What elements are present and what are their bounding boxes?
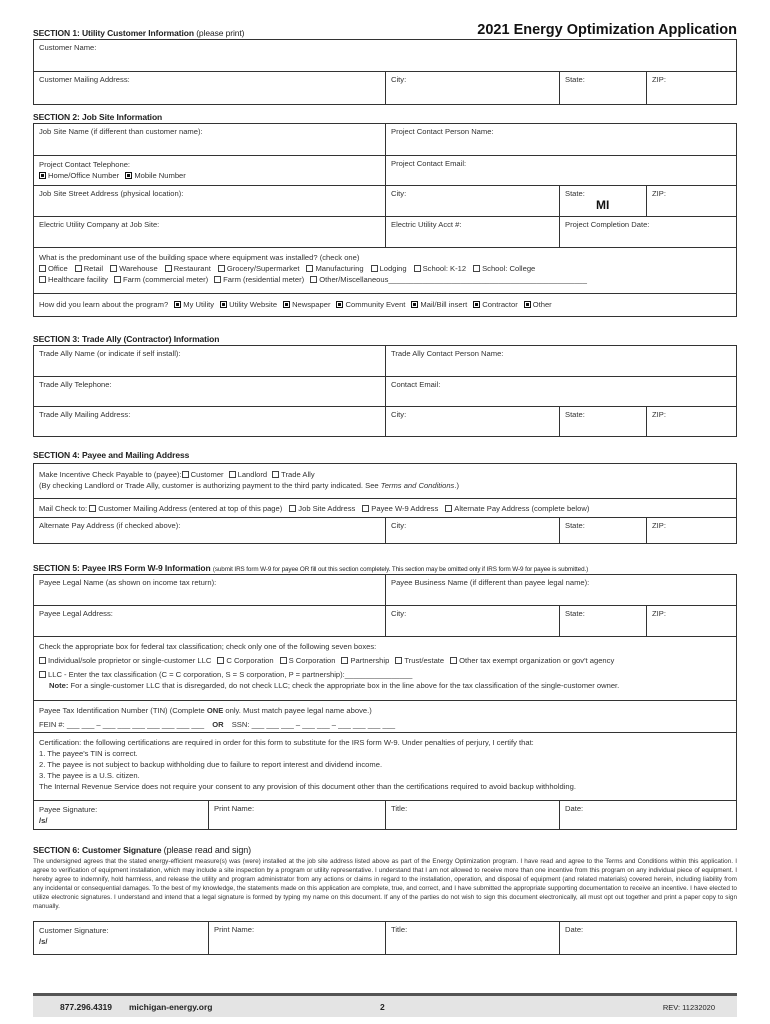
payable-to-checkbox[interactable] [229,471,236,478]
payable-to-label: Make Incentive Check Payable to (payee): [39,470,182,479]
certification-line: 2. The payee is not subject to backup withholding due to failure to report interest and dividend income. [39,760,383,769]
payable-note: (By checking Landlord or Trade Ally, customer is authorizing payment to the third party indicated. See Terms and Conditions.) [39,481,459,490]
section-6-heading: SECTION 6: Customer Signature (please read and sign) [33,845,252,855]
learn-about-option-label: My Utility [183,300,215,309]
trade-ally-address-field[interactable]: Trade Ally Mailing Address: [34,407,386,436]
footer-revision: REV: 11232020 [662,1003,715,1012]
building-use-option-other-miscellaneous[interactable] [310,275,587,284]
building-use-options-row2 [39,274,731,285]
building-use-option-label: School: K-12 [422,264,467,273]
mail-check-to-field [34,499,736,517]
tax-classification-option-c-corporation[interactable] [217,656,273,665]
payee-title-field[interactable]: Title: [386,801,560,829]
section-6 [33,845,737,955]
building-use-option-healthcare-facility[interactable] [39,275,108,284]
customer-zip-field[interactable]: ZIP: [652,75,666,84]
learn-about-option-newspaper[interactable] [283,300,330,309]
learn-about-checkbox[interactable] [283,301,290,308]
project-contact-name-field[interactable]: Project Contact Person Name: [391,127,494,136]
job-site-city-field[interactable]: City: [386,186,560,216]
learn-about-option-label: Contractor [482,300,518,309]
mail-check-checkbox[interactable] [362,505,369,512]
payee-state-field[interactable]: State: [560,606,647,636]
completion-date-field[interactable]: Project Completion Date: [565,220,650,229]
building-use-option-label: Farm (residential meter) [223,275,305,284]
customer-mailing-address-field[interactable]: Customer Mailing Address: [34,72,386,104]
building-use-option-label: Manufacturing [315,264,364,273]
tin-field [34,701,736,732]
mail-check-option-label: Payee W-9 Address [371,504,439,513]
building-use-options-row1 [39,263,731,274]
section-1 [33,28,737,105]
mail-check-checkbox[interactable] [89,505,96,512]
mail-check-option-customer-mailing-address-entered-at-top-[interactable] [89,504,282,513]
tax-classification-checkbox[interactable] [341,657,348,664]
learn-about-option-utility-website[interactable] [220,300,277,309]
payee-legal-name-field[interactable]: Payee Legal Name (as shown on income tax return): [34,575,386,605]
mobile-label: Mobile Number [134,171,186,180]
learn-about-option-label: Mail/Bill insert [420,300,468,309]
job-site-name-field[interactable]: Job Site Name (if different than customer name): [34,124,386,155]
alternate-zip-field[interactable]: ZIP: [652,521,666,530]
building-use-option-label: Warehouse [119,264,158,273]
section-2 [33,112,737,317]
learn-about-option-mail-bill-insert[interactable] [411,300,467,309]
mail-check-options [89,504,596,513]
learn-about-option-community-event[interactable] [336,300,405,309]
llc-checkbox[interactable] [39,671,46,678]
payable-to-option-trade-ally[interactable] [272,470,314,479]
mail-check-option-job-site-address[interactable] [289,504,355,513]
tax-classification-option-individual-sole-proprietor-or-single-cus[interactable] [39,656,211,665]
tax-classification-checkbox[interactable] [39,657,46,664]
payee-legal-address-field[interactable]: Payee Legal Address: [34,606,386,636]
learn-about-option-label: Utility Website [229,300,278,309]
building-use-checkbox[interactable] [306,265,313,272]
footer-page-number: 2 [380,1002,385,1012]
customer-agreement-text: The undersigned agrees that the stated energy-efficient measure(s) was (were) installed at the job site address listed above as part of the Energy Optimization program. I have read and agree to the Terms and Conditions within this application. I agree to verification of equipment installation, which may include a site inspection by a program or utility representative. I understand that I am not allowed to receive more than one incentive from this program on any individual piece of equipment. I hereby agree to indemnify, hold harmless, and release the utility and program administrator from any actions or claims in regard to the installation, operation, and disposal of equipment (and related materials) covered herein, including liability from any incidental or consequential damages. To the best of my knowledge, the statements made on this application are complete, true, and correct, and I have submitted the appropriate supporting documentation to receive an incentive. I have elected to utilize electronic signatures. I understand and intend that a legal signature is formed by typing my name on this document. If any of the parties do not wish to sign this document electronically, all must opt out together and print a paper copy to sign manually. [33,858,737,910]
mail-check-checkbox[interactable] [445,505,452,512]
tax-classification-option-label: Trust/estate [404,656,445,665]
trade-ally-zip-field[interactable]: ZIP: [652,410,666,419]
job-site-state-label: State: [565,189,585,198]
section-3-heading: SECTION 3: Trade Ally (Contractor) Information [33,334,220,344]
payable-to-option-landlord[interactable] [229,470,268,479]
tax-classification-checkbox[interactable] [395,657,402,664]
building-use-option-label: School: College [482,264,536,273]
tax-classification-option-label: C Corporation [226,656,274,665]
mail-check-option-label: Alternate Pay Address (complete below) [454,504,590,513]
learn-about-option-label: Newspaper [292,300,331,309]
building-use-option-label: Other/Miscellaneous_______________________________________________ [319,275,587,284]
trade-ally-contact-field[interactable]: Trade Ally Contact Person Name: [391,349,504,358]
trade-ally-city-field[interactable]: City: [386,407,560,436]
job-site-state-field[interactable] [560,186,647,216]
home-office-label: Home/Office Number [48,171,120,180]
llc-label: LLC - Enter the tax classification (C = C corporation, S = S corporation, P = partnership):________________ [48,670,413,679]
section-4-heading: SECTION 4: Payee and Mailing Address [33,450,190,460]
mail-check-option-payee-w-9-address[interactable] [362,504,438,513]
building-use-label: What is the predominant use of the building space where equipment was installed? (check one) [39,253,360,262]
tax-classification-checkbox[interactable] [450,657,457,664]
customer-print-name-field[interactable]: Print Name: [209,922,386,954]
building-use-checkbox[interactable] [214,276,221,283]
tax-classification-option-s-corporation[interactable] [280,656,336,665]
section-5 [33,563,737,830]
utility-company-field[interactable]: Electric Utility Company at Job Site: [34,217,386,247]
project-contact-phone-field[interactable] [34,156,386,185]
customer-city-field[interactable]: City: [386,72,560,104]
section-1-heading: SECTION 1: Utility Customer Information (please print) [33,28,245,38]
building-use-checkbox[interactable] [39,265,46,272]
tax-classification-option-label: S Corporation [288,656,336,665]
certification-line: 1. The payee's TIN is correct. [39,749,138,758]
payee-zip-field[interactable]: ZIP: [652,609,666,618]
building-use-option-label: Restaurant [173,264,211,273]
section-2-heading: SECTION 2: Job Site Information [33,112,163,122]
payable-to-checkbox[interactable] [182,471,189,478]
mail-check-option-label: Customer Mailing Address (entered at top of this page) [98,504,283,513]
payee-business-name-field[interactable]: Payee Business Name (if different than payee legal name): [391,578,590,587]
learn-about-checkbox[interactable] [336,301,343,308]
learn-about-question [34,294,736,316]
building-use-option-label: Retail [83,264,104,273]
payable-to-option-label: Trade Ally [281,470,315,479]
tin-label: Payee Tax Identification Number (TIN) (Complete ONE only. Must match payee legal name above.) [39,706,372,715]
building-use-checkbox[interactable] [114,276,121,283]
page-footer [33,993,737,1017]
document-title: 2021 Energy Optimization Application [477,22,737,38]
payable-to-checkbox[interactable] [272,471,279,478]
payee-print-name-field[interactable]: Print Name: [209,801,386,829]
alternate-city-field[interactable]: City: [386,518,560,543]
building-use-option-school-college[interactable] [473,264,535,273]
building-use-option-grocery-supermarket[interactable] [218,264,300,273]
footer-phone: 877.296.4319 [60,1002,112,1012]
tax-classification-label: Check the appropriate box for federal tax classification; check only one of the following seven boxes: [39,642,377,651]
job-site-zip-field[interactable]: ZIP: [652,189,666,198]
alternate-pay-address-field[interactable]: Alternate Pay Address (if checked above): [34,518,386,543]
building-use-option-label: Office [48,264,68,273]
trade-ally-name-field[interactable]: Trade Ally Name (or indicate if self install): [34,346,386,376]
certification-text [34,733,736,800]
certification-line: 3. The payee is a U.S. citizen. [39,771,140,780]
tax-classification-option-other-tax-exempt-organization-or-gov-t-a[interactable] [450,656,614,665]
tax-note: Note: For a single-customer LLC that is disregarded, do not check LLC; check the appropriate box in the line above for the tax classification of the single-customer owner. [49,681,620,690]
fein-input[interactable]: FEIN #: ___ ___ – ___ ___ ___ ___ ___ ___ ___ [39,720,205,729]
building-use-checkbox[interactable] [165,265,172,272]
section-4 [33,450,737,544]
building-use-checkbox[interactable] [371,265,378,272]
building-use-option-retail[interactable] [75,264,103,273]
building-use-option-farm-residential-meter[interactable] [214,275,304,284]
building-use-checkbox[interactable] [218,265,225,272]
job-site-street-field[interactable]: Job Site Street Address (physical location): [34,186,386,216]
tax-classification-option-label: Partnership [350,656,390,665]
building-use-option-label: Lodging [379,264,407,273]
section-3 [33,334,737,437]
certification-line: Certification: the following certifications are required in order for this form to substitute for the IRS form W-9. Under penalties of perjury, I certify that: [39,738,534,747]
mobile-checkbox[interactable] [125,172,132,179]
tax-classification-option-partnership[interactable] [341,656,389,665]
footer-website: michigan-energy.org [129,1002,213,1012]
mail-check-to-label: Mail Check to: [39,504,88,513]
payee-date-field[interactable]: Date: [565,804,584,813]
learn-about-checkbox[interactable] [411,301,418,308]
section-5-heading: SECTION 5: Payee IRS Form W-9 Information (submit IRS form W-9 for payee OR fill out this section completely. This section may be omitted only if IRS form W-9 for payee is submitted.) [33,563,589,573]
building-use-question [34,248,736,293]
building-use-checkbox[interactable] [75,265,82,272]
customer-state-field[interactable]: State: [560,72,647,104]
utility-account-field[interactable]: Electric Utility Acct #: [386,217,560,247]
learn-about-label: How did you learn about the program? [39,300,169,309]
building-use-checkbox[interactable] [414,265,421,272]
alternate-state-field[interactable]: State: [560,518,647,543]
payable-options [182,470,320,479]
tax-classification-option-label: Other tax exempt organization or gov't agency [459,656,615,665]
mail-check-option-alternate-pay-address-complete-below[interactable] [445,504,589,513]
learn-about-option-my-utility[interactable] [174,300,214,309]
tax-classification-options [39,655,731,666]
customer-name-field[interactable]: Customer Name: [39,43,97,52]
building-use-option-label: Healthcare facility [48,275,108,284]
building-use-option-office[interactable] [39,264,68,273]
building-use-option-warehouse[interactable] [110,264,158,273]
payable-to-field [34,464,736,498]
customer-title-field[interactable]: Title: [386,922,560,954]
learn-about-option-label: Other [532,300,552,309]
job-site-state-value: MI [596,198,610,212]
learn-about-option-other[interactable] [524,300,552,309]
home-office-checkbox[interactable] [39,172,46,179]
tax-classification-option-trust-estate[interactable] [395,656,444,665]
customer-signature-mark: /s/ [39,937,48,946]
ssn-input[interactable]: SSN: ___ ___ ___ – ___ ___ – ___ ___ ___ ___ [231,720,396,729]
building-use-checkbox[interactable] [110,265,117,272]
building-use-checkbox[interactable] [39,276,46,283]
building-use-option-school-k-12[interactable] [414,264,466,273]
payee-signature-mark: /s/ [39,816,48,825]
trade-ally-phone-field[interactable]: Trade Ally Telephone: [34,377,386,406]
learn-about-option-label: Community Event [345,300,406,309]
certification-line: The Internal Revenue Service does not require your consent to any provision of this document other than the certifications required to avoid backup withholding. [39,782,576,791]
building-use-option-label: Grocery/Supermarket [226,264,300,273]
building-use-checkbox[interactable] [473,265,480,272]
learn-about-options [174,300,557,309]
building-use-checkbox[interactable] [310,276,317,283]
learn-about-checkbox[interactable] [174,301,181,308]
or-label: OR [212,720,224,729]
mail-check-option-label: Job Site Address [298,504,356,513]
payable-to-option-label: Customer [190,470,224,479]
building-use-option-restaurant[interactable] [165,264,211,273]
customer-signature-field[interactable] [34,922,209,954]
tax-classification-option-label: Individual/sole proprietor or single-customer LLC [48,656,212,665]
building-use-option-label: Farm (commercial meter) [122,275,209,284]
payee-city-field[interactable]: City: [386,606,560,636]
building-use-option-manufacturing[interactable] [306,264,363,273]
learn-about-checkbox[interactable] [473,301,480,308]
project-contact-email-field[interactable]: Project Contact Email: [391,159,467,168]
learn-about-checkbox[interactable] [220,301,227,308]
learn-about-option-contractor[interactable] [473,300,517,309]
payee-signature-field[interactable] [34,801,209,829]
tax-classification-checkbox[interactable] [280,657,287,664]
building-use-option-farm-commercial-meter[interactable] [114,275,208,284]
payee-signature-label: Payee Signature: [39,805,98,814]
customer-date-field[interactable]: Date: [565,925,584,934]
payable-to-option-customer[interactable] [182,470,224,479]
project-contact-phone-label: Project Contact Telephone: [39,160,131,169]
mail-check-checkbox[interactable] [289,505,296,512]
tax-classification-checkbox[interactable] [217,657,224,664]
trade-ally-state-field[interactable]: State: [560,407,647,436]
customer-signature-label: Customer Signature: [39,926,109,935]
payable-to-option-label: Landlord [237,470,268,479]
tax-classification-field [34,637,736,700]
building-use-option-lodging[interactable] [371,264,407,273]
learn-about-checkbox[interactable] [524,301,531,308]
trade-ally-email-field[interactable]: Contact Email: [391,380,441,389]
